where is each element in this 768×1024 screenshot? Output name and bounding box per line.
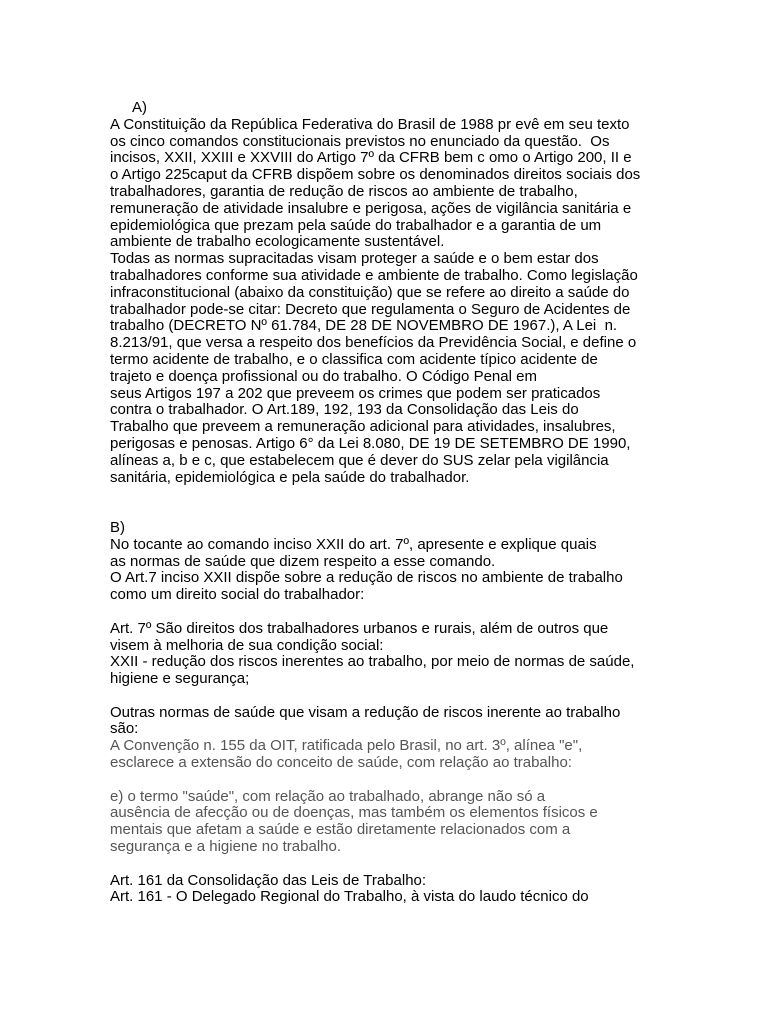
- text-line: A Convenção n. 155 da OIT, ratificada pelo Brasil, no art. 3º, alínea "e",: [110, 737, 583, 755]
- text-line: alíneas a, b e c, que estabelecem que é dever do SUS zelar pela vigilância: [110, 451, 609, 469]
- section-a-paragraph-1: [110, 117, 670, 251]
- section-b-label: B): [110, 518, 125, 536]
- section-spacer: [110, 486, 670, 520]
- section-b: [110, 520, 670, 906]
- oit-item-e: [110, 789, 670, 856]
- text-line: No tocante ao comando inciso XXII do art. 7º, apresente e explique quais: [110, 535, 597, 553]
- text-line: Outras normas de saúde que visam a redução de riscos inerente ao trabalho: [110, 703, 621, 721]
- text-line: o Artigo 225caput da CFRB dispõem sobre os denominados direitos sociais dos: [110, 166, 641, 184]
- section-b-question: [110, 537, 670, 571]
- oit-convention: [110, 738, 670, 772]
- text-line: epidemiológica que prezam pela saúde do trabalhador e a garantia de um: [110, 216, 602, 234]
- text-line: incisos, XXII, XXIII e XXVIII do Artigo 7º da CFRB bem c omo o Artigo 200, II e: [110, 149, 632, 167]
- text-line: seus Artigos 197 a 202 que preveem os crimes que podem ser praticados: [110, 384, 601, 402]
- paragraph-spacer: [110, 604, 670, 621]
- text-line: ausência de afecção ou de doenças, mas também os elementos físicos e: [110, 804, 598, 822]
- text-line: os cinco comandos constitucionais previstos no enunciado da questão. Os: [110, 132, 610, 150]
- text-line: remuneração de atividade insalubre e perigosa, ações de vigilância sanitária e: [110, 199, 632, 217]
- text-line: visem à melhoria de sua condição social:: [110, 636, 384, 654]
- text-line: são:: [110, 720, 139, 738]
- section-a-label: A): [132, 99, 147, 116]
- text-line: trabalhadores conforme sua atividade e ambiente de trabalho. Como legislação: [110, 266, 638, 284]
- text-line: trabalhador pode-se citar: Decreto que regulamenta o Seguro de Acidentes de: [110, 300, 631, 318]
- text-line: perigosas e penosas. Artigo 6° da Lei 8.080, DE 19 DE SETEMBRO DE 1990,: [110, 434, 631, 452]
- text-line: A Constituição da República Federativa do Brasil de 1988 pr evê em seu texto: [110, 115, 630, 133]
- text-line: O Art.7 inciso XXII dispõe sobre a redução de riscos no ambiente de trabalho: [110, 569, 623, 587]
- text-line: XXII - redução dos riscos inerentes ao trabalho, por meio de normas de saúde,: [110, 653, 635, 671]
- paragraph-spacer: [110, 688, 670, 705]
- art161: [110, 873, 670, 907]
- text-line: Trabalho que preveem a remuneração adicional para atividades, insalubres,: [110, 418, 616, 436]
- text-line: como um direito social do trabalhador:: [110, 586, 365, 604]
- text-line: segurança e a higiene no trabalho.: [110, 838, 342, 856]
- text-line: sanitária, epidemiológica e pela saúde do trabalhador.: [110, 468, 470, 486]
- text-line: trabalhadores, garantia de redução de riscos ao ambiente de trabalho,: [110, 182, 578, 200]
- section-a: [110, 100, 670, 486]
- text-line: e) o termo "saúde", com relação ao trabalhado, abrange não só a: [110, 787, 546, 805]
- text-line: Art. 161 - O Delegado Regional do Trabalho, à vista do laudo técnico do: [110, 888, 589, 906]
- text-line: mentais que afetam a saúde e estão diretamente relacionados com a: [110, 821, 571, 839]
- text-line: ambiente de trabalho ecologicamente sustentável.: [110, 233, 445, 251]
- paragraph-spacer: [110, 772, 670, 789]
- text-line: Art. 7º São direitos dos trabalhadores urbanos e rurais, além de outros que: [110, 619, 609, 637]
- other-norms: [110, 705, 670, 739]
- text-line: Art. 161 da Consolidação das Leis de Trabalho:: [110, 871, 427, 889]
- text-line: as normas de saúde que dizem respeito a esse comando.: [110, 552, 496, 570]
- text-line: trajeto e doença profissional ou do trabalho. O Código Penal em: [110, 367, 537, 385]
- section-b-answer-intro: [110, 570, 670, 604]
- text-line: trabalho (DECRETO Nº 61.784, DE 28 DE NOVEMBRO DE 1967.), A Lei n.: [110, 317, 618, 335]
- paragraph-spacer: [110, 856, 670, 873]
- section-a-paragraph-2: [110, 251, 670, 486]
- text-line: contra o trabalhador. O Art.189, 192, 193 da Consolidação das Leis do: [110, 401, 579, 419]
- text-line: Todas as normas supracitadas visam proteger a saúde e o bem estar dos: [110, 250, 599, 268]
- art7-quote: [110, 621, 670, 688]
- text-line: higiene e segurança;: [110, 670, 250, 688]
- text-line: 8.213/91, que versa a respeito dos benefícios da Previdência Social, e define o: [110, 334, 637, 352]
- text-line: infraconstitucional (abaixo da constituição) que se refere ao direito a saúde do: [110, 283, 630, 301]
- text-line: termo acidente de trabalho, e o classifica com acidente típico acidente de: [110, 350, 598, 368]
- document-page: [110, 100, 670, 906]
- text-line: esclarece a extensão do conceito de saúde, com relação ao trabalho:: [110, 754, 572, 772]
